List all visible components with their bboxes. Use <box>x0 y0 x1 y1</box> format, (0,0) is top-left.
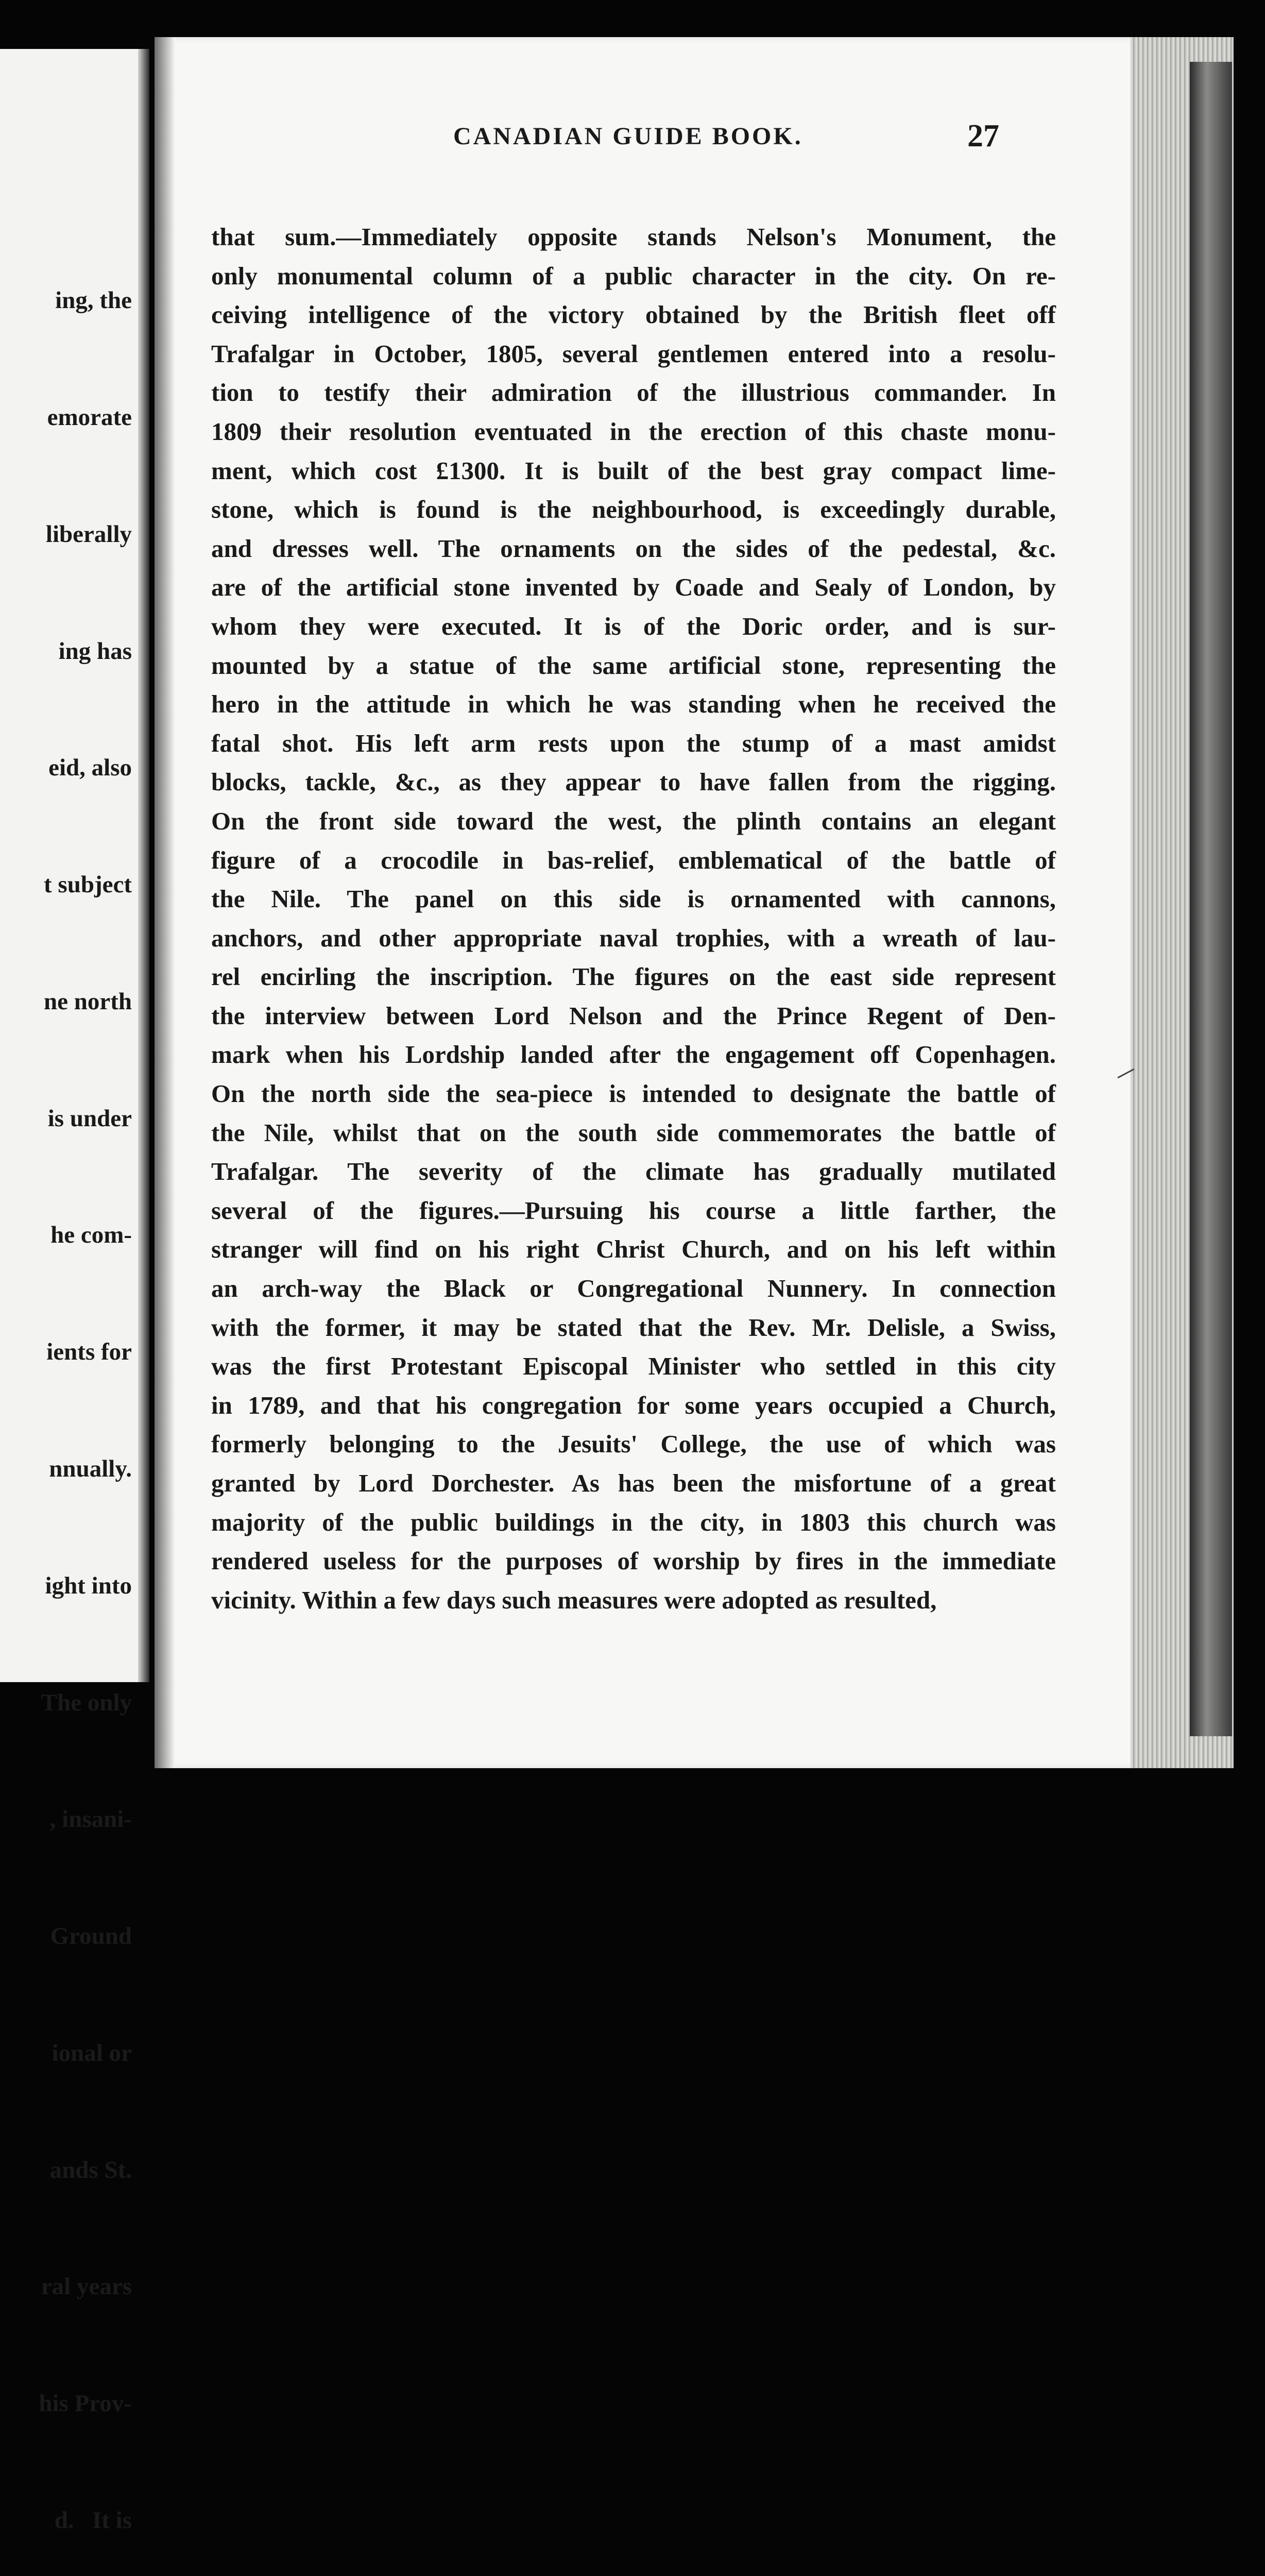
text-line: Trafalgar. The severity of the climate has gradually mutilated <box>211 1157 1056 1186</box>
text-line: the Nile, whilst that on the south side commemorates the battle of <box>211 1118 1056 1147</box>
left-page-line: Ground <box>50 1923 132 1950</box>
left-page-line: ional or <box>52 2039 132 2066</box>
text-line: vicinity. Within a few days such measures were adopted as resulted, <box>211 1585 937 1614</box>
text-line: the Nile. The panel on this side is ornamented with cannons, <box>211 885 1056 913</box>
left-page-line: liberally <box>45 520 132 548</box>
running-title: CANADIAN GUIDE BOOK. <box>453 123 803 150</box>
left-page-line: , insani- <box>49 1806 132 1833</box>
text-line: stranger will find on his right Christ Church, and on his left within <box>211 1235 1056 1264</box>
text-line: On the north side the sea-piece is intended to designate the battle of <box>211 1079 1056 1108</box>
text-line: in 1789, and that his congregation for some years occupied a Church, <box>211 1391 1056 1419</box>
left-page-line: he com- <box>50 1222 132 1249</box>
text-line: On the front side toward the west, the plinth contains an elegant <box>211 806 1056 835</box>
left-page-line: is under <box>47 1105 132 1132</box>
text-line: figure of a crocodile in bas-relief, emblematical of the battle of <box>211 845 1056 874</box>
text-line: 1809 their resolution eventuated in the erection of this chaste monu- <box>211 417 1056 446</box>
text-line: several of the figures.—Pursuing his course a little farther, the <box>211 1196 1056 1225</box>
left-page-line: t subject <box>44 871 132 899</box>
left-page-line: ing, the <box>55 287 132 314</box>
text-line: whom they were executed. It is of the Doric order, and is sur- <box>211 612 1056 640</box>
left-facing-page <box>0 49 149 2534</box>
book-spine-shadow <box>138 49 149 1682</box>
text-line: an arch-way the Black or Congregational Nunnery. In connection <box>211 1274 1056 1303</box>
page-header <box>453 118 999 158</box>
text-line: ment, which cost £1300. It is built of the best gray compact lime- <box>211 456 1056 485</box>
text-line: ceiving intelligence of the victory obtained by the British fleet off <box>211 300 1056 329</box>
text-line: tion to testify their admiration of the illustrious commander. In <box>211 378 1056 407</box>
text-line: fatal shot. His left arm rests upon the stump of a mast amidst <box>211 728 1056 757</box>
left-page-line: emorate <box>47 403 132 431</box>
gutter-shadow <box>155 37 175 1768</box>
text-line: granted by Lord Dorchester. As has been the misfortune of a great <box>211 1469 1056 1497</box>
text-line: mark when his Lordship landed after the engagement off Copenhagen. <box>211 1040 1056 1069</box>
left-page-line: ing has <box>58 637 132 665</box>
text-line: hero in the attitude in which he was standing when he received the <box>211 690 1056 719</box>
text-line: anchors, and other appropriate naval trophies, with a wreath of lau- <box>211 923 1056 952</box>
left-page-line: eid, also <box>48 754 132 782</box>
text-line: was the first Protestant Episcopal Minister who settled in this city <box>211 1352 1056 1381</box>
text-line: the interview between Lord Nelson and the Prince Regent of Den- <box>211 1001 1056 1030</box>
text-line: formerly belonging to the Jesuits' College, the use of which was <box>211 1430 1056 1459</box>
book-cover-edge <box>1190 62 1232 1736</box>
right-page <box>155 37 1131 1768</box>
left-page-line: The only <box>41 1689 132 1716</box>
left-page-line: ients for <box>46 1338 132 1366</box>
left-page-text <box>26 204 132 2576</box>
text-line: blocks, tackle, &c., as they appear to have fallen from the rigging. <box>211 768 1056 796</box>
left-page-line: ight into <box>45 1572 132 1599</box>
text-line: are of the artificial stone invented by Coade and Sealy of London, by <box>211 573 1056 602</box>
text-line: stone, which is found is the neighbourhood, is exceedingly durable, <box>211 495 1056 524</box>
left-page-line: nnually. <box>49 1455 132 1482</box>
text-line: and dresses well. The ornaments on the sides of the pedestal, &c. <box>211 534 1056 563</box>
text-line: that sum.—Immediately opposite stands Nelson's Monument, the <box>211 223 1056 251</box>
left-page-line: ne north <box>43 988 132 1015</box>
left-page-line: ands St. <box>49 2156 132 2183</box>
left-page-line: d. It is <box>54 2507 132 2534</box>
left-page-line: ral years <box>41 2273 132 2300</box>
left-page-line: his Prov- <box>39 2390 132 2417</box>
body-text <box>211 217 1056 1619</box>
text-line: majority of the public buildings in the city, in 1803 this church was <box>211 1507 1056 1536</box>
text-line: Trafalgar in October, 1805, several gentlemen entered into a resolu- <box>211 339 1056 368</box>
text-line: mounted by a statue of the same artificial stone, representing the <box>211 651 1056 680</box>
text-line: with the former, it may be stated that the Rev. Mr. Delisle, a Swiss, <box>211 1313 1056 1342</box>
text-line: rel encirling the inscription. The figures on the east side represent <box>211 962 1056 991</box>
text-line: rendered useless for the purposes of worship by fires in the immediate <box>211 1547 1056 1575</box>
page-number: 27 <box>967 118 999 154</box>
text-line: only monumental column of a public character in the city. On re- <box>211 261 1056 290</box>
